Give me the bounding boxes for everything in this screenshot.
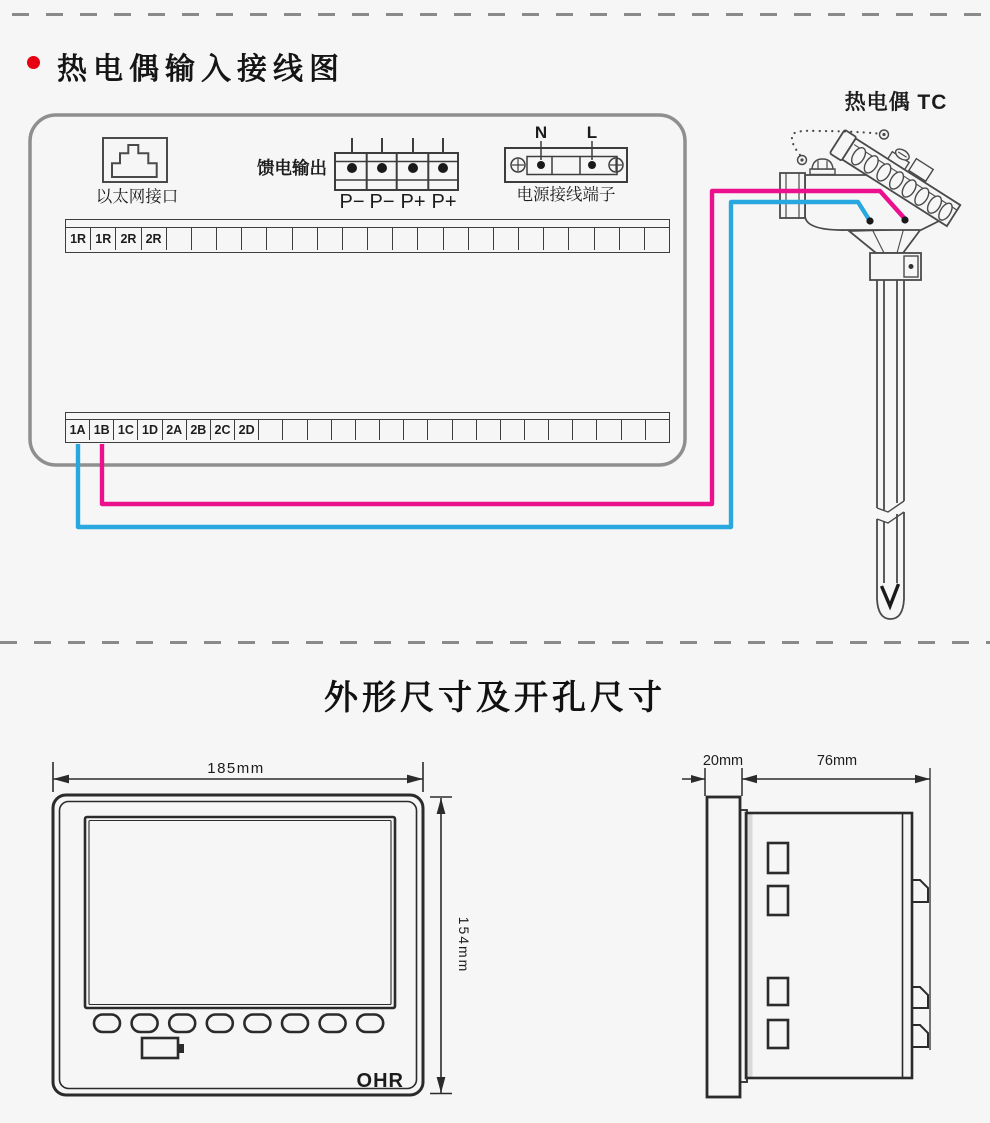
terminal-strip-relay bbox=[65, 219, 670, 253]
terminal-cell bbox=[393, 228, 418, 250]
front-buttons bbox=[94, 1015, 383, 1033]
front-width-label: 185mm bbox=[207, 760, 265, 777]
side-depth-dimension bbox=[682, 768, 930, 1050]
thermocouple-title: 热电偶 TC bbox=[844, 91, 948, 114]
usb-port-icon bbox=[142, 1038, 184, 1058]
terminal-cell bbox=[283, 420, 307, 440]
terminal-cell bbox=[293, 228, 318, 250]
terminal-cell bbox=[519, 228, 544, 250]
terminal-cell: 1C bbox=[114, 420, 138, 440]
mounting-clip bbox=[912, 880, 928, 902]
feed-output-block bbox=[335, 138, 458, 190]
terminal-cell bbox=[501, 420, 525, 440]
feed-terminal-label: P+ bbox=[431, 191, 457, 213]
terminal-cell: 2R bbox=[116, 228, 141, 250]
terminal-cell bbox=[308, 420, 332, 440]
terminal-strip-input bbox=[65, 412, 670, 443]
ethernet-port-icon bbox=[103, 138, 167, 182]
bezel-depth-label: 20mm bbox=[702, 753, 744, 769]
terminal-cell bbox=[453, 420, 477, 440]
terminal-cell bbox=[646, 420, 669, 440]
terminal-cell bbox=[267, 228, 292, 250]
terminal-cell bbox=[477, 420, 501, 440]
terminal-cell bbox=[428, 420, 452, 440]
terminal-cell bbox=[242, 228, 267, 250]
terminal-strip-cells bbox=[66, 228, 669, 250]
wiring-section-title: 热电偶输入接线图 bbox=[57, 53, 345, 86]
terminal-cell bbox=[549, 420, 573, 440]
mounting-clip bbox=[912, 987, 928, 1008]
terminal-cell bbox=[622, 420, 646, 440]
power-terminal-block bbox=[505, 141, 627, 182]
terminal-cell bbox=[192, 228, 217, 250]
power-pin-n-label: N bbox=[534, 123, 548, 142]
terminal-cell bbox=[167, 228, 192, 250]
terminal-cell bbox=[368, 228, 393, 250]
front-height-dimension bbox=[430, 797, 452, 1094]
terminal-cell bbox=[217, 228, 242, 250]
front-height-label: 154mm bbox=[456, 916, 472, 974]
feed-terminal-label: P+ bbox=[400, 191, 426, 213]
mounting-clip bbox=[912, 1025, 928, 1047]
terminal-cell bbox=[620, 228, 645, 250]
terminal-cell bbox=[645, 228, 669, 250]
side-view-drawing bbox=[707, 797, 928, 1097]
terminal-cell: 1B bbox=[90, 420, 114, 440]
terminal-cell: 1A bbox=[66, 420, 90, 440]
terminal-cell bbox=[525, 420, 549, 440]
terminal-cell bbox=[404, 420, 428, 440]
front-view-drawing bbox=[53, 795, 423, 1095]
terminal-cell bbox=[418, 228, 443, 250]
terminal-cell bbox=[380, 420, 404, 440]
terminal-cell bbox=[573, 420, 597, 440]
terminal-cell bbox=[259, 420, 283, 440]
terminal-cell: 1D bbox=[138, 420, 162, 440]
terminal-cell bbox=[569, 228, 594, 250]
terminal-cell bbox=[469, 228, 494, 250]
body-depth-label: 76mm bbox=[816, 753, 858, 769]
terminal-cell: 2D bbox=[235, 420, 259, 440]
terminal-cell bbox=[494, 228, 519, 250]
terminal-cell bbox=[332, 420, 356, 440]
ethernet-label: 以太网接口 bbox=[95, 188, 179, 206]
terminal-cell bbox=[343, 228, 368, 250]
terminal-strip-band bbox=[66, 220, 669, 228]
terminal-cell bbox=[597, 420, 621, 440]
power-pin-l-label: L bbox=[586, 123, 598, 142]
terminal-strip-cells bbox=[66, 420, 669, 440]
brand-logo: OHR bbox=[356, 1070, 404, 1092]
feed-terminal-label: P− bbox=[369, 191, 395, 213]
screen bbox=[85, 817, 395, 1008]
feed-terminal-label: P− bbox=[339, 191, 365, 213]
terminal-cell bbox=[356, 420, 380, 440]
terminal-cell: 2R bbox=[142, 228, 167, 250]
terminal-cell: 1R bbox=[66, 228, 91, 250]
terminal-cell: 2A bbox=[163, 420, 187, 440]
terminal-cell: 2B bbox=[187, 420, 211, 440]
terminal-cell: 1R bbox=[91, 228, 116, 250]
terminal-cell bbox=[318, 228, 343, 250]
feed-output-label: 馈电输出 bbox=[257, 158, 327, 178]
terminal-strip-band bbox=[66, 413, 669, 420]
terminal-cell bbox=[444, 228, 469, 250]
power-terminal-label: 电源接线端子 bbox=[516, 186, 616, 204]
terminal-cell bbox=[544, 228, 569, 250]
dimensions-section-title: 外形尺寸及开孔尺寸 bbox=[324, 679, 666, 717]
terminal-cell: 2C bbox=[211, 420, 235, 440]
terminal-cell bbox=[595, 228, 620, 250]
